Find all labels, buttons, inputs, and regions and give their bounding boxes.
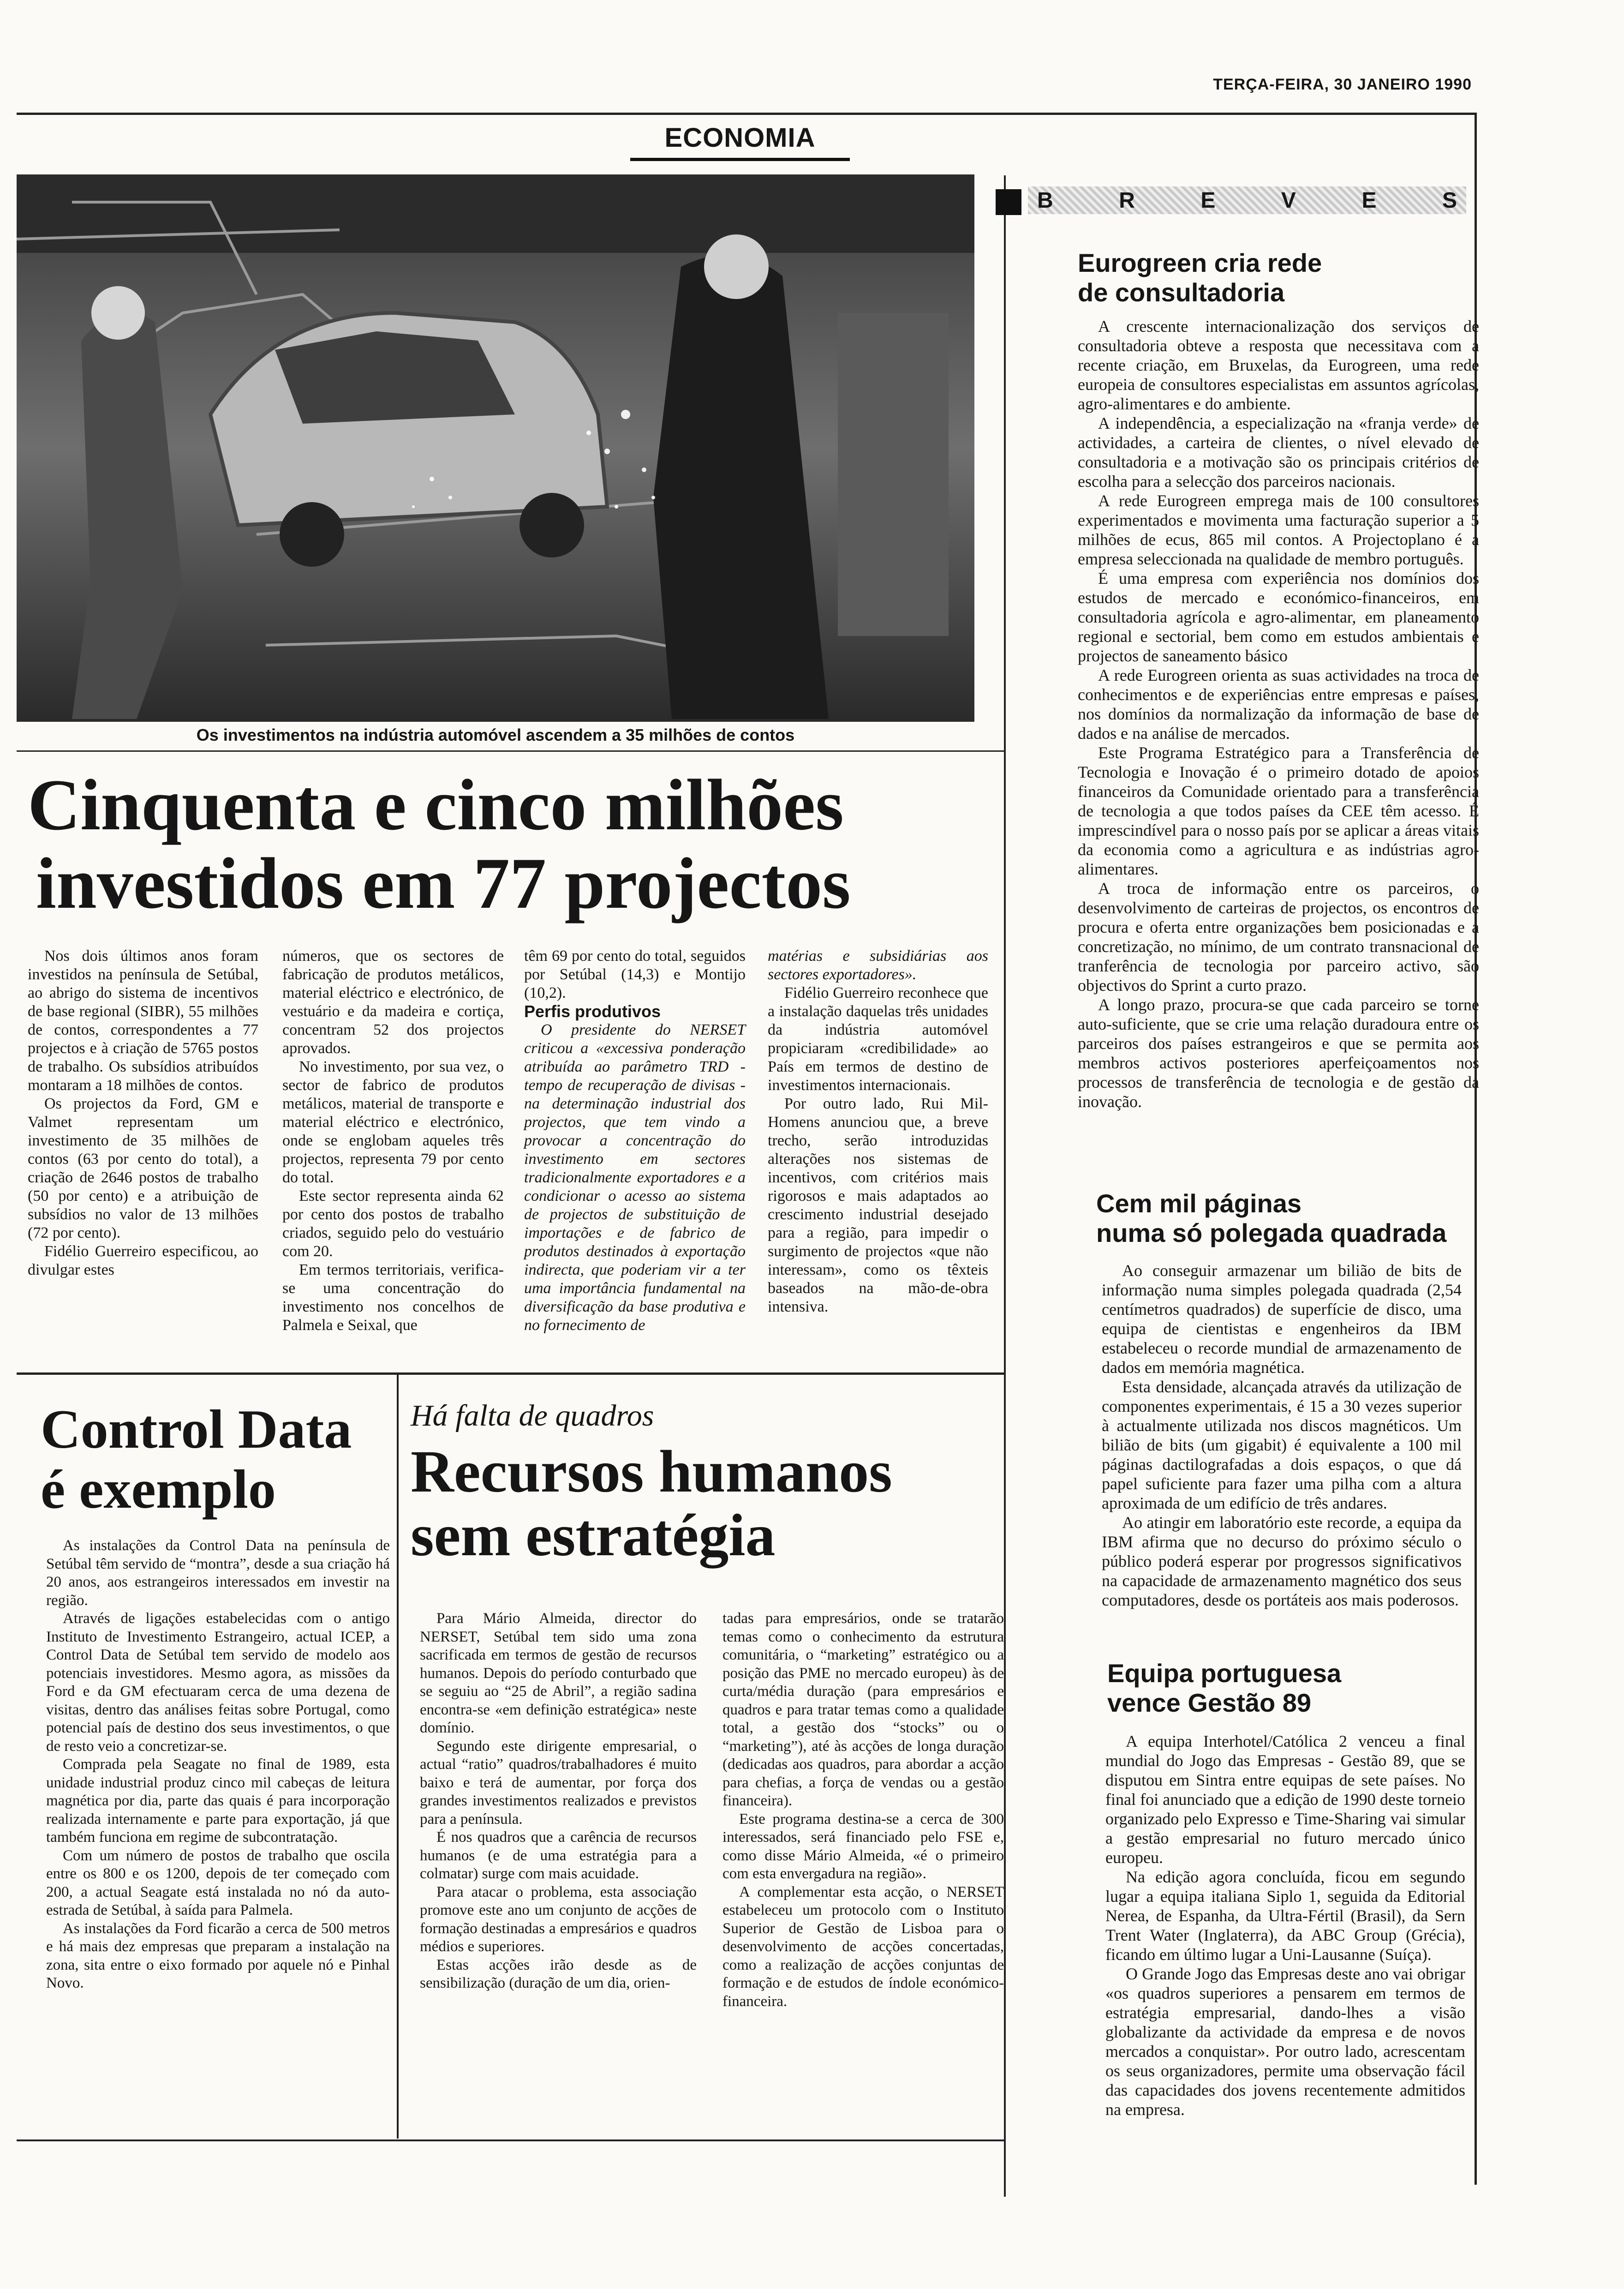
- paragraph: Este sector representa ainda 62 por cento dos postos de trabalho criados, seguido pelo do vestuário com 20.: [282, 1187, 504, 1260]
- paragraph: têm 69 por cento do total, seguidos por Setúbal (14,3) e Montijo (10,2).: [524, 947, 746, 1001]
- breves-letter: V: [1281, 188, 1296, 213]
- recursos-kicker: Há falta de quadros: [411, 1399, 654, 1432]
- recursos-col-1: [420, 1610, 697, 1993]
- paragraph: Para atacar o problema, esta associação promove este ano um conjunto de acções de formação destinadas a empresários e quadros médios e superiores.: [420, 1883, 697, 1955]
- column-divider: [397, 1372, 399, 2139]
- paragraph: Estas acções irão desde as de sensibilização (duração de um dia, orien-: [420, 1956, 697, 1991]
- paragraph: Este programa destina-se a cerca de 300 interessados, será financiado pelo FSE e, como disse Mário Almeida, «é o primeiro com esta envergadura na região».: [722, 1810, 1004, 1882]
- paragraph: O Grande Jogo das Empresas deste ano vai obrigar «os quadros superiores a pensarem em termos de estratégia empresarial, dando-lhes a visão globalizante da actividade da empresa e de novos mercados a conquistar». Por outro lado, acrescentam os seus organizadores, permite uma observação fácil das capacidades dos jovens recentemente admitidos na empresa.: [1105, 1965, 1465, 2119]
- breve-body-eurogreen: [1078, 317, 1479, 1111]
- header-rule: [17, 113, 1475, 115]
- subhead: Perfis produtivos: [524, 1002, 661, 1021]
- paragraph: Em termos territoriais, verifica-se uma concentração do investimento nos concelhos de Palmela e Seixal, que: [282, 1261, 504, 1334]
- paragraph: Fidélio Guerreiro especificou, ao divulgar estes: [28, 1243, 258, 1278]
- paragraph: Este Programa Estratégico para a Transferência de Tecnologia e Inovação é o primeiro dotado de apoios financeiros da Comunidade orientado para a transferência de tecnologia a que todos países da CEE têm acesso. É imprescindível para o nosso país por se aplicar a áreas vitais da economia como a agricultura e as indústrias agro-alimentares.: [1078, 743, 1479, 878]
- breve-body-gestao: [1105, 1732, 1465, 2119]
- main-col-3: [524, 947, 746, 1335]
- breves-letter: B: [1037, 188, 1053, 213]
- breves-letter: E: [1361, 188, 1377, 213]
- paragraph: tadas para empresários, onde se tratarão temas como o conhecimento da estrutura comunitária, o “marketing” estratégico ou a posição das PME no mercado europeu) às de curta/média duração (para empresários e quadros e para tratar temas como a qualidade total, a gestão dos “stocks” ou o “marketing”), até às acções de longa duração (dedicadas aos quadros, para abordar a acção para chefias, a força de vendas ou a gestão financeira).: [722, 1610, 1004, 1809]
- paragraph: A independência, a especialização na «franja verde» de actividades, a carteira de clientes, o nível elevado de consultadoria e a motivação são os principais critérios de escolha para a selecção dos parceiros nacionais.: [1078, 414, 1479, 491]
- paragraph: números, que os sectores de fabricação de produtos metálicos, material eléctrico e electrónico, de vestuário e da madeira e cortiça, concentram 52 dos projectos aprovados.: [282, 947, 504, 1057]
- paragraph: Na edição agora concluída, ficou em segundo lugar a equipa italiana Siplo 1, seguida da Editorial Nerea, de Espanha, da Ultra-Fértil (Brasil), da Sern Trent Water (Inglaterra), da ABC Group (Grécia), ficando em último lugar a Uni-Lausanne (Suíça).: [1105, 1868, 1465, 1964]
- paragraph: Com um número de postos de trabalho que oscila entre os 800 e os 1200, depois de ter começado com 200, a actual Seagate está instalada no nó da auto-estrada de Setúbal, à saída para Palmela.: [46, 1847, 390, 1918]
- paragraph: matérias e subsidiárias aos sectores exportadores».: [768, 947, 988, 983]
- paragraph: Para Mário Almeida, director do NERSET, Setúbal tem sido uma zona sacrificada em termos de gestão de recursos humanos. Depois do período conturbado que se seguiu ao “25 de Abril”, a região sadina encontra-se «em definição estratégica» neste domínio.: [420, 1610, 697, 1736]
- photo-caption: Os investimentos na indústria automóvel ascendem a 35 milhões de contos: [196, 725, 795, 744]
- paragraph: Por outro lado, Rui Mil-Homens anunciou que, a breve trecho, serão introduzidas alterações nos sistemas de incentivos, com critérios mais rigorosos e mais adaptados ao crescimento industrial desejado para a região, para impedir o surgimento de projectos «que não interessam», como os têxteis baseados na mão-de-obra intensiva.: [768, 1095, 988, 1315]
- paragraph: Fidélio Guerreiro reconhece que a instalação daquelas três unidades da indústria automóvel propiciaram «credibilidade» ao País em termos de destino de investimentos internacionais.: [768, 984, 988, 1094]
- breve-title-gestao: Equipa portuguesa vence Gestão 89: [1107, 1659, 1342, 1717]
- caption-rule: [17, 750, 1004, 752]
- breves-letter: R: [1119, 188, 1135, 213]
- breves-banner: [1028, 186, 1466, 214]
- breves-letter: E: [1200, 188, 1216, 213]
- breve-body-ibm: [1102, 1261, 1462, 1610]
- paragraph: Esta densidade, alcançada através da utilização de componentes experimentais, é 15 a 30 vezes superior à actualmente utilizada nos discos magnéticos. Um bilião de bits (um gigabit) é equivalente a 100 mil páginas dactilografadas a dois espaços, o que dá papel suficiente para fazer uma pilha com a altura aproximada de um edifício de três andares.: [1102, 1378, 1462, 1512]
- main-col-2: [282, 947, 504, 1335]
- paragraph: Ao conseguir armazenar um bilião de bits de informação numa simples polegada quadrada (2,54 centímetros quadrados) de superfície de disco, uma equipa de cientistas e engenheiros da IBM estabeleceu o recorde mundial de armazenamento de dados em memória magnética.: [1102, 1261, 1462, 1377]
- paragraph: A troca de informação entre os parceiros, o desenvolvimento de carteiras de projectos, os encontros de procura e oferta entre organizações bem posicionadas e a concretização, no mínimo, de um contrato transnacional de tranferência de tecnologia por parceiro activo, são objectivos do Sprint a curto prazo.: [1078, 879, 1479, 995]
- breves-marker: [996, 189, 1021, 215]
- paragraph: Os projectos da Ford, GM e Valmet representam um investimento de 35 milhões de contos (63 por cento do total), a criação de 2646 postos de trabalho (50 por cento) e a atribuição de subsídios no valor de 13 milhões (72 por cento).: [28, 1095, 258, 1241]
- paragraph: Ao atingir em laboratório este recorde, a equipa da IBM afirma que no decurso do próximo século o público poderá esperar por progressos significativos na capacidade de armazenamento magnético dos seus computadores, desde os portáteis aos mais poderosos.: [1102, 1513, 1462, 1609]
- page-date: TERÇA-FEIRA, 30 JANEIRO 1990: [1213, 76, 1472, 93]
- breves-left-rule: [1004, 175, 1006, 2141]
- paragraph: A equipa Interhotel/Católica 2 venceu a final mundial do Jogo das Empresas - Gestão 89, que se disputou em Sintra entre equipas de sete países. No final foi anunciado que a edição de 1990 deste torneio organizado pelo Expresso e Time-Sharing vai simular a gestão empresarial no futuro mercado único europeu.: [1105, 1732, 1465, 1867]
- section-divider: [17, 1372, 1004, 1375]
- paragraph: A complementar esta acção, o NERSET estabeleceu um protocolo com o Instituto Superior de Gestão de Lisboa para o desenvolvimento de acções concertadas, como a realização de acções conjuntas de formação e de estudos de índole económico-financeira.: [722, 1883, 1004, 2010]
- paragraph: É nos quadros que a carência de recursos humanos (e de uma estratégia para a colmatar) surge com mais acuidade.: [420, 1829, 697, 1882]
- paragraph: A rede Eurogreen emprega mais de 100 consultores experimentados e movimenta uma facturação superior a 5 milhões de ecus, 865 mil contos. A Projectoplano é a empresa seleccionada na qualidade de membro português.: [1078, 491, 1479, 568]
- paragraph: É uma empresa com experiência nos domínios dos estudos de mercado e económico-financeiros, em consultadoria agrícola e agro-alimentar, em planeamento regional e sectorial, bem como em estudos ambientais e projectos de saneamento básico: [1078, 569, 1479, 665]
- control-data-headline: Control Data é exemplo: [41, 1398, 352, 1520]
- main-col-1: [28, 947, 258, 1279]
- control-data-body: [46, 1537, 390, 1993]
- paragraph: No investimento, por sua vez, o sector de fabrico de produtos metálicos, material de transporte e material eléctrico e electrónico, onde se englobam aqueles três projectos, representa 79 por cento do total.: [282, 1058, 504, 1186]
- paragraph: A rede Eurogreen orienta as suas actividades na troca de conhecimentos e de experiências entre empresas e países, nos domínios da normalização da informação de base de dados e na análise de mercados.: [1078, 666, 1479, 743]
- section-label: ECONOMIA: [630, 118, 850, 161]
- footer-rule-vertical: [1004, 2141, 1006, 2197]
- paragraph: Através de ligações estabelecidas com o antigo Instituto de Investimento Estrangeiro, actual ICEP, a Control Data de Setúbal tem servido de modelo aos potenciais investidores. Mesmo agora, as missões da Ford e da GM efectuaram cerca de uma dezena de visitas, dentro das análises feitas sobre Portugal, como potencial país de destino dos seus investimentos, o que de resto veio a concretizar-se.: [46, 1610, 390, 1755]
- breves-letter: S: [1442, 188, 1457, 213]
- paragraph: As instalações da Ford ficarão a cerca de 500 metros e há mais dez empresas que preparam a instalação na zona, sita entre o eixo formado por aquele nó e Pinhal Novo.: [46, 1920, 390, 1991]
- recursos-col-2: [722, 1610, 1004, 2011]
- breve-title-eurogreen: Eurogreen cria rede de consultadoria: [1078, 248, 1322, 307]
- paragraph: Comprada pela Seagate no final de 1989, esta unidade industrial produz cinco mil cabeças de leitura magnética por dia, parte das quais é para incorporação realizada internamente e parte para exportação, já que também funciona em regime de subcontratação.: [46, 1756, 390, 1846]
- paragraph: O presidente do NERSET criticou a «excessiva ponderação atribuída ao parâmetro TRD - tempo de recuperação de divisas - na determinação industrial dos projectos, que tem vindo a provocar a concentração do investimento em sectores tradicionalmente exportadores e a condicionar o acesso ao sistema de projectos de substituição de importações e de fabrico de produtos destinados à exportação indirecta, que poderiam vir a ter uma importância fundamental na diversificação da base produtiva e no fornecimento de: [524, 1021, 746, 1334]
- factory-photo: [17, 174, 974, 722]
- paragraph: Nos dois últimos anos foram investidos na península de Setúbal, ao abrigo do sistema de incentivos de base regional (SIBR), 55 milhões de contos, correspondentes a 77 projectos e à criação de 5765 postos de trabalho. Os subsídios atribuídos montaram a 18 milhões de contos.: [28, 947, 258, 1094]
- recursos-headline: Recursos humanos sem estratégia: [411, 1438, 892, 1569]
- paragraph: A crescente internacionalização dos serviços de consultadoria obteve a resposta que necessitava com a recente criação, em Bruxelas, da Eurogreen, uma rede europeia de consultores especialistas em assuntos agrícolas, agro-alimentares e do ambiente.: [1078, 317, 1479, 413]
- main-headline: Cinquenta e cinco milhões investidos em 77 projectos: [28, 765, 851, 924]
- paragraph: Segundo este dirigente empresarial, o actual “ratio” quadros/trabalhadores é muito baixo e terá de aumentar, por força dos grandes investimentos realizados e previstos para a península.: [420, 1738, 697, 1828]
- breve-title-ibm: Cem mil páginas numa só polegada quadrada: [1096, 1189, 1447, 1247]
- footer-rule: [17, 2139, 1004, 2141]
- paragraph: As instalações da Control Data na península de Setúbal têm servido de “montra”, desde a sua criação há 20 anos, aos estrangeiros interessados em investir na região.: [46, 1537, 390, 1609]
- main-col-4: [768, 947, 988, 1316]
- paragraph: A longo prazo, procura-se que cada parceiro se torne auto-suficiente, que se crie uma relação duradoura entre os parceiros dos países estrangeiros e que se permita aos membros activos posteriores aperfeiçoamentos nos processos de transferência de tecnologia e de gestão da inovação.: [1078, 995, 1479, 1111]
